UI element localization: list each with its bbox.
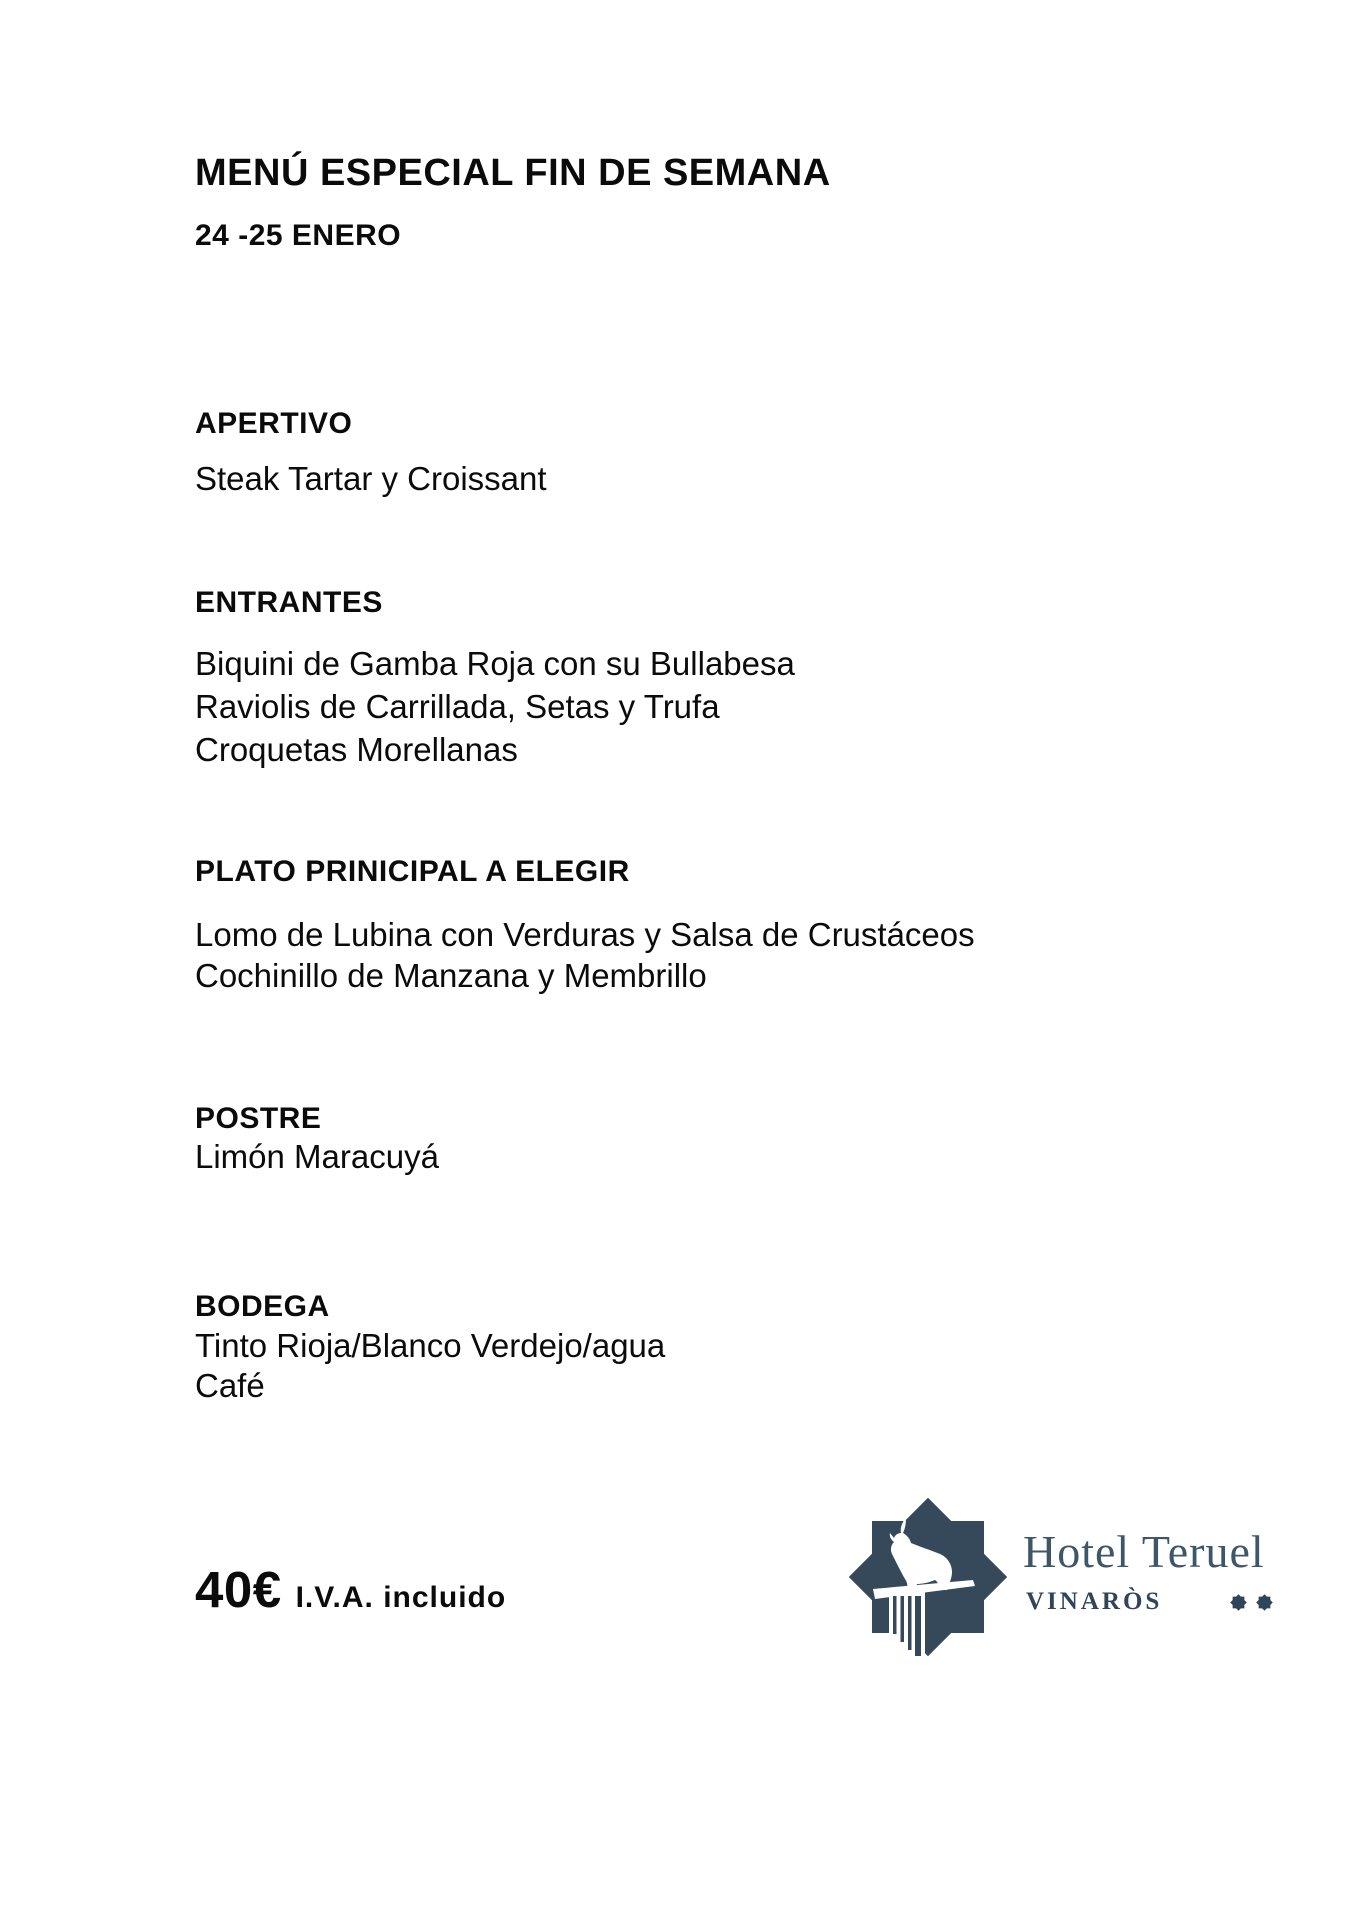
menu-item: Croquetas Morellanas [195,731,518,768]
hotel-city: VINARÒS [1026,1588,1163,1615]
section-items [195,914,1155,996]
section-bodega [195,1285,1155,1406]
section-plato-principal [195,850,1155,996]
price-amount: 40€ [195,1561,282,1618]
menu-item: Raviolis de Carrillada, Setas y Trufa [195,688,720,725]
hotel-name: Hotel Teruel [1023,1526,1265,1577]
hotel-logo-emblem [845,1492,1015,1682]
section-postre [195,1097,1155,1177]
price-line [195,1560,506,1619]
page-title: MENÚ ESPECIAL FIN DE SEMANA [195,152,831,194]
section-entrantes [195,581,1155,771]
menu-item: Cochinillo de Manzana y Membrillo [195,957,707,994]
menu-item: Lomo de Lubina con Verduras y Salsa de Crustáceos [195,916,975,953]
rating-star-icon [1229,1593,1248,1612]
section-items [195,1137,1155,1177]
date-range: 24 -25 ENERO [195,219,402,252]
section-items [195,1326,1155,1406]
menu-item: Limón Maracuyá [195,1138,439,1175]
section-items [195,457,1155,500]
hotel-star-rating [1229,1593,1274,1612]
menu-item: Café [195,1367,265,1404]
section-heading: PLATO PRINICIPAL A ELEGIR [195,855,630,888]
rating-star-icon [1255,1593,1274,1612]
section-items [195,642,1155,771]
price-vat-note: I.V.A. incluido [295,1581,507,1614]
section-heading: BODEGA [195,1290,330,1323]
section-heading: ENTRANTES [195,586,383,619]
menu-item: Biquini de Gamba Roja con su Bullabesa [195,645,795,682]
menu-item: Tinto Rioja/Blanco Verdejo/agua [195,1327,666,1364]
menu-item: Steak Tartar y Croissant [195,460,547,497]
star-emblem-icon [845,1492,1015,1682]
section-heading: POSTRE [195,1102,322,1135]
section-heading: APERTIVO [195,407,353,440]
section-apertivo [195,402,1155,500]
